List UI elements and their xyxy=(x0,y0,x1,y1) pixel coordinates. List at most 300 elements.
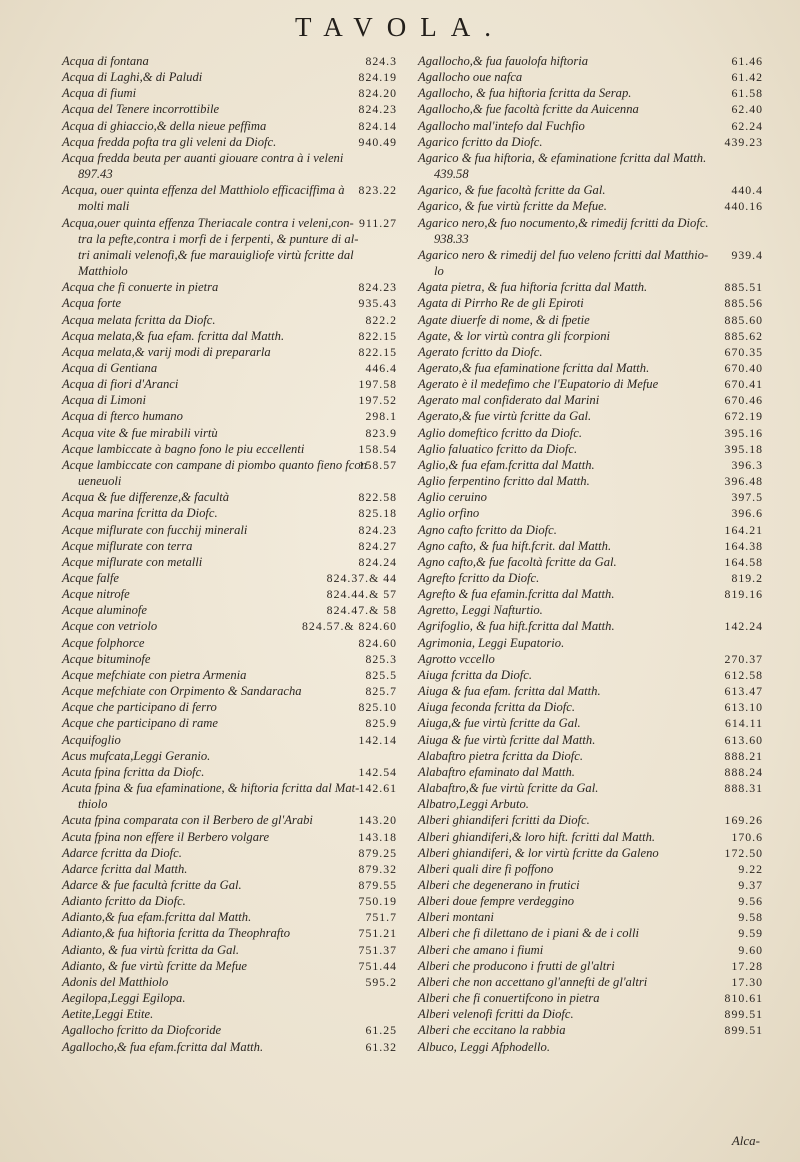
entry-text: Acque folphorce xyxy=(62,635,145,650)
entry-text: Alberi ghiandiferi fcritti da Diofc. xyxy=(418,813,590,828)
page-reference: 670.41 xyxy=(724,377,763,392)
entry-text: Alberi montani xyxy=(418,910,494,925)
index-entry xyxy=(62,376,397,392)
page-reference: 61.58 xyxy=(731,86,763,101)
index-entry xyxy=(62,990,397,1006)
index-entry xyxy=(62,812,397,828)
page-reference: 142.54 xyxy=(358,764,397,779)
index-entry xyxy=(418,101,763,117)
index-entry xyxy=(418,344,763,360)
entry-text: Acqua di fiumi xyxy=(62,86,137,101)
entry-text: Alabaftro efaminato dal Matth. xyxy=(418,764,575,779)
page-reference: 885.62 xyxy=(724,328,763,343)
entry-text: Agrefto fcritto da Diofc. xyxy=(418,571,540,585)
entry-text: Acque che participano di ferro xyxy=(62,700,217,715)
page-reference: 17.30 xyxy=(731,974,763,989)
page-reference: 825.3 xyxy=(365,651,397,666)
index-entry xyxy=(62,408,397,424)
entry-text: Acqua di Gentiana xyxy=(62,360,158,375)
entry-text-line: 897.43 xyxy=(78,167,113,182)
page-reference: 612.58 xyxy=(724,667,763,682)
index-entry xyxy=(418,683,763,699)
entry-text: Acqua di Limoni xyxy=(62,393,146,408)
index-entry xyxy=(62,441,397,457)
entry-text: Acqua vite & fue mirabili virtù xyxy=(62,425,218,440)
page-reference: 164.21 xyxy=(724,522,763,537)
entry-text: Adarce & fue facultà fcritte da Gal. xyxy=(62,877,242,892)
page-reference: 672.19 xyxy=(724,409,763,424)
index-entry xyxy=(418,376,763,392)
page-reference: 824.37.& 44 xyxy=(326,571,397,585)
page-reference: 823.9 xyxy=(365,425,397,440)
index-entry xyxy=(418,958,763,974)
page-reference: 395.18 xyxy=(724,441,763,456)
index-entry xyxy=(418,909,763,925)
page-reference: 885.60 xyxy=(724,312,763,327)
page-reference: 164.58 xyxy=(724,554,763,569)
entry-text: Acque che participano di rame xyxy=(62,716,218,731)
entry-text: Aglio orfino xyxy=(418,506,480,521)
entry-text: Acque lambiccate à bagno fono le piu eccellenti xyxy=(62,441,305,456)
entry-text: Acqua melata fcritta da Diofc. xyxy=(62,312,216,327)
entry-text: Acque mefchiate con pietra Armenia xyxy=(62,667,247,682)
entry-text: Acqua melata,& varij modi di prepararla xyxy=(62,344,271,359)
index-entry xyxy=(418,1022,763,1038)
index-entry xyxy=(418,85,763,101)
page-reference: 822.15 xyxy=(358,328,397,343)
page-reference: 613.60 xyxy=(724,732,763,747)
page-reference: 824.44.& 57 xyxy=(326,587,397,602)
index-entry xyxy=(62,215,397,280)
entry-text-line: tra la pefte,contra i morfi de i ferpenti, & punture di al- xyxy=(78,231,359,246)
index-entry xyxy=(62,505,397,521)
entry-text: Acqua di Laghi,& di Paludi xyxy=(62,70,203,85)
entry-text: Alberi che fi conuertifcono in pietra xyxy=(418,991,600,1006)
index-entry xyxy=(418,942,763,958)
page-reference: 824.47.& 58 xyxy=(326,603,397,618)
index-entry xyxy=(418,69,763,85)
entry-text: Alberi velenofi fcritti da Diofc. xyxy=(418,1007,574,1022)
index-entry xyxy=(418,586,763,602)
index-entry xyxy=(62,118,397,134)
entry-text: Aiuga,& fue virtù fcritte da Gal. xyxy=(418,716,581,731)
entry-text: Agate, & lor virtù contra gli fcorpioni xyxy=(418,328,611,343)
entry-text: Acque nitrofe xyxy=(62,587,130,602)
page-reference: 824.23 xyxy=(358,102,397,117)
page-reference: 824.23 xyxy=(358,280,397,295)
index-entry xyxy=(62,877,397,893)
entry-text: Acuta fpina non effere il Berbero volgare xyxy=(62,829,270,844)
index-entry xyxy=(418,974,763,990)
page-reference: 158.54 xyxy=(358,441,397,456)
entry-text: Alberi che eccitano la rabbia xyxy=(418,1023,566,1038)
index-entry xyxy=(418,732,763,748)
page-reference: 879.32 xyxy=(358,861,397,876)
index-entry xyxy=(62,279,397,295)
index-entry xyxy=(62,554,397,570)
entry-text: Alberi ghiandiferi,& loro hift. fcritti dal Matth. xyxy=(418,829,656,844)
entry-text-line: molti mali xyxy=(78,199,130,214)
index-entry xyxy=(418,715,763,731)
index-entry xyxy=(62,635,397,651)
page-reference: 824.57.& 824.60 xyxy=(302,619,397,634)
page-reference: 822.15 xyxy=(358,344,397,359)
index-entry xyxy=(418,392,763,408)
index-entry xyxy=(62,667,397,683)
page-reference: 825.18 xyxy=(358,506,397,521)
entry-text: Alberi ghiandiferi, & lor virtù fcritte da Galeno xyxy=(418,845,659,860)
page-reference: 61.32 xyxy=(365,1039,397,1054)
page-reference: 142.14 xyxy=(358,732,397,747)
entry-text: Acqua di fterco humano xyxy=(62,409,183,424)
index-entry xyxy=(418,780,763,796)
index-entry xyxy=(62,893,397,909)
entry-text: Agrifoglio, & fua hift.fcritta dal Matth. xyxy=(418,619,615,634)
entry-text: Aglio,& fua efam.fcritta dal Matth. xyxy=(418,457,595,472)
entry-text: Agrotto vccello xyxy=(418,651,495,666)
index-entry xyxy=(418,312,763,328)
entry-text: Adarce fcritta dal Matth. xyxy=(62,861,188,876)
index-entry xyxy=(62,974,397,990)
page-reference: 142.61 xyxy=(358,781,397,796)
page-reference: 940.49 xyxy=(358,134,397,149)
entry-text: Agallocho mal'intefo dal Fuchfio xyxy=(418,118,585,133)
page-reference: 888.21 xyxy=(724,748,763,763)
index-entry xyxy=(62,845,397,861)
entry-text: Acque miflurate con terra xyxy=(62,538,193,553)
index-entry xyxy=(62,651,397,667)
index-entry xyxy=(62,861,397,877)
index-entry xyxy=(62,489,397,505)
page-reference: 824.24 xyxy=(358,554,397,569)
page-reference: 170.6 xyxy=(731,829,763,844)
index-entry xyxy=(418,489,763,505)
index-entry xyxy=(62,909,397,925)
entry-text: Alberi che fi dilettano de i piani & de i colli xyxy=(418,926,640,941)
page-reference: 9.58 xyxy=(738,910,763,925)
index-entry xyxy=(418,198,763,214)
page-reference: 9.60 xyxy=(738,942,763,957)
index-entry xyxy=(62,829,397,845)
page-reference: 9.59 xyxy=(738,926,763,941)
entry-text-line: ueneuoli xyxy=(78,474,122,489)
page-reference: 888.24 xyxy=(724,764,763,779)
index-entry xyxy=(62,344,397,360)
entry-text: Adianto, & fue virtù fcritte da Mefue xyxy=(62,958,248,973)
entry-text-line: thiolo xyxy=(78,797,108,812)
index-entry xyxy=(418,328,763,344)
index-entry xyxy=(418,602,763,618)
page-reference: 825.7 xyxy=(365,684,397,699)
page-reference: 614.11 xyxy=(724,716,763,731)
entry-text: Agate diuerfe di nome, & di fpetie xyxy=(418,312,590,327)
entry-text-line: Matthiolo xyxy=(78,264,128,279)
page-reference: 143.20 xyxy=(358,813,397,828)
index-entry xyxy=(62,699,397,715)
index-entry xyxy=(62,69,397,85)
entry-text: Agallocho fcritto da Diofcoride xyxy=(62,1023,222,1038)
index-entry xyxy=(418,408,763,424)
entry-text: Agretto, Leggi Nafturtio. xyxy=(418,603,543,618)
index-entry xyxy=(418,764,763,780)
index-entry xyxy=(418,215,763,247)
entry-text: Alabaftro,& fue virtù fcritte da Gal. xyxy=(418,781,599,796)
page-reference: 899.51 xyxy=(724,1023,763,1038)
index-entry xyxy=(418,182,763,198)
entry-text: Agallocho, & fua hiftoria fcritta da Serap. xyxy=(418,86,632,101)
index-entry xyxy=(418,505,763,521)
entry-text: Alabaftro pietra fcritta da Diofc. xyxy=(418,748,583,763)
entry-text: Adianto,& fua efam.fcritta dal Matth. xyxy=(62,910,252,925)
page-reference: 825.9 xyxy=(365,716,397,731)
page-reference: 825.5 xyxy=(365,667,397,682)
index-entry xyxy=(62,942,397,958)
page-reference: 397.5 xyxy=(731,490,763,505)
page-reference: 172.50 xyxy=(724,845,763,860)
entry-text: Aglio faluatico fcritto da Diofc. xyxy=(418,441,578,456)
entry-text: Alberi doue fempre verdeggino xyxy=(418,894,575,909)
entry-text: Agallocho,& fua fauolofa hiftoria xyxy=(418,54,589,68)
entry-text: Alberi quali dire fi poffono xyxy=(418,861,554,876)
index-entry xyxy=(62,328,397,344)
index-entry xyxy=(418,861,763,877)
index-entry xyxy=(62,958,397,974)
page-reference: 9.56 xyxy=(738,894,763,909)
index-entry xyxy=(62,85,397,101)
page-reference: 613.10 xyxy=(724,700,763,715)
entry-text: Acqua melata,& fua efam. fcritta dal Matth. xyxy=(62,328,285,343)
index-entry xyxy=(418,134,763,150)
index-entry xyxy=(418,473,763,489)
entry-text: Agerato,& fua efaminatione fcritta dal Matth. xyxy=(418,360,650,375)
page-reference: 395.16 xyxy=(724,425,763,440)
page-reference: 939.4 xyxy=(731,247,763,262)
index-entry xyxy=(62,150,397,182)
entry-text: Agata pietra, & fua hiftoria fcritta dal Matth. xyxy=(418,280,648,295)
entry-text: Agarico fcritto da Diofc. xyxy=(418,134,543,149)
page-reference: 824.23 xyxy=(358,522,397,537)
index-entry xyxy=(62,925,397,941)
entry-text: Aglio ceruino xyxy=(418,490,487,505)
index-entry xyxy=(418,150,763,182)
page-reference: 819.16 xyxy=(724,587,763,602)
page-reference: 911.27 xyxy=(358,215,397,230)
entry-text: Agarico, & fue facoltà fcritte da Gal. xyxy=(418,183,606,198)
entry-text: Acqua di fiori d'Aranci xyxy=(62,377,179,392)
page-reference: 885.51 xyxy=(724,280,763,295)
page-reference: 595.2 xyxy=(365,974,397,989)
entry-text: Acque miflurate con metalli xyxy=(62,554,203,569)
index-entry xyxy=(418,618,763,634)
entry-text: Acqua forte xyxy=(62,296,122,311)
page-reference: 142.24 xyxy=(724,619,763,634)
page-reference: 440.16 xyxy=(724,199,763,214)
index-entry xyxy=(418,247,763,279)
index-entry xyxy=(418,441,763,457)
index-entry xyxy=(62,715,397,731)
entry-text: Agerato fcritto da Diofc. xyxy=(418,344,543,359)
page-reference: 61.25 xyxy=(365,1023,397,1038)
entry-text: Agerato,& fue virtù fcritte da Gal. xyxy=(418,409,592,424)
entry-text: Agerato è il medefimo che l'Eupatorio di Mefue xyxy=(418,377,659,392)
page-reference: 824.19 xyxy=(358,70,397,85)
index-entry xyxy=(418,667,763,683)
page-reference: 879.25 xyxy=(358,845,397,860)
entry-text: Aglio ferpentino fcritto dal Matth. xyxy=(418,474,590,489)
page-reference: 822.58 xyxy=(358,490,397,505)
entry-text: Acqua fredda pofta tra gli veleni da Diofc. xyxy=(62,134,277,149)
entry-text: Adarce fcritta da Diofc. xyxy=(62,845,182,860)
entry-text: Acque falfe xyxy=(62,571,119,585)
entry-text: Acqua marina fcritta da Diofc. xyxy=(62,506,218,521)
entry-text: Agallocho oue nafca xyxy=(418,70,523,85)
index-entry xyxy=(418,925,763,941)
index-entry xyxy=(62,780,397,812)
page-reference: 819.2 xyxy=(731,571,763,585)
index-entry xyxy=(418,295,763,311)
index-entry xyxy=(62,748,397,764)
page-reference: 197.52 xyxy=(358,393,397,408)
entry-text: Alberi che degenerano in frutici xyxy=(418,877,580,892)
page-reference: 824.14 xyxy=(358,118,397,133)
page-reference: 751.44 xyxy=(358,958,397,973)
entry-text: Aglio domeftico fcritto da Diofc. xyxy=(418,425,583,440)
index-entry xyxy=(62,538,397,554)
index-entry xyxy=(62,522,397,538)
page-reference: 899.51 xyxy=(724,1007,763,1022)
page-reference: 9.22 xyxy=(738,861,763,876)
index-entry xyxy=(418,635,763,651)
page-reference: 750.19 xyxy=(358,894,397,909)
page-reference: 439.23 xyxy=(724,134,763,149)
entry-text: Acqua di fontana xyxy=(62,54,149,68)
entry-text: Alberi che producono i frutti de gl'altri xyxy=(418,958,615,973)
entry-text: Acquifoglio xyxy=(62,732,121,747)
entry-text: Agno cafto, & fua hift.fcrit. dal Matth. xyxy=(418,538,612,553)
entry-text: Agallocho,& fua efam.fcritta dal Matth. xyxy=(62,1039,264,1054)
page-reference: 670.46 xyxy=(724,393,763,408)
index-entry xyxy=(62,1022,397,1038)
page-reference: 825.10 xyxy=(358,700,397,715)
entry-text: Albuco, Leggi Afphodello. xyxy=(418,1039,550,1054)
entry-text: Aiuga & fue virtù fcritte dal Matth. xyxy=(418,732,596,747)
entry-text: Aetite,Leggi Etite. xyxy=(62,1007,154,1022)
index-entry xyxy=(418,748,763,764)
index-entry xyxy=(418,53,763,69)
entry-text: Alberi che non accettano gl'annefti de gl'altri xyxy=(418,974,648,989)
page-reference: 885.56 xyxy=(724,296,763,311)
entry-text: Adonis del Matthiolo xyxy=(62,974,169,989)
entry-text: Acus mufcata,Leggi Geranio. xyxy=(62,748,211,763)
page-reference: 396.6 xyxy=(731,506,763,521)
index-entry xyxy=(62,182,397,214)
page-reference: 396.48 xyxy=(724,474,763,489)
entry-text-line: Agarico nero,& fuo nocumento,& rimedij fcritti da Diofc. xyxy=(418,215,709,230)
entry-text: Aiuga & fua efam. fcritta dal Matth. xyxy=(418,684,601,699)
index-entry xyxy=(62,732,397,748)
page-reference: 879.55 xyxy=(358,877,397,892)
entry-text: Agallocho,& fue facoltà fcritte da Auicenna xyxy=(418,102,639,117)
page-reference: 822.2 xyxy=(365,312,397,327)
entry-text: Acque aluminofe xyxy=(62,603,147,618)
page-title: TAVOLA. xyxy=(294,12,506,42)
entry-text: Acuta fpina comparata con il Berbero de gl'Arabi xyxy=(62,813,313,828)
index-entry xyxy=(62,1006,397,1022)
index-entry xyxy=(418,522,763,538)
entry-text: Agerato mal confiderato dal Marini xyxy=(418,393,600,408)
page-reference: 935.43 xyxy=(358,296,397,311)
page-reference: 751.21 xyxy=(358,926,397,941)
index-entry xyxy=(62,295,397,311)
index-entry xyxy=(418,554,763,570)
page-reference: 61.42 xyxy=(731,70,763,85)
entry-text: Acuta fpina fcritta da Diofc. xyxy=(62,764,205,779)
index-entry xyxy=(62,764,397,780)
index-entry xyxy=(418,1006,763,1022)
entry-text: Adianto,& fua hiftoria fcritta da Theophrafto xyxy=(62,926,291,941)
index-entry xyxy=(62,586,397,602)
entry-text: Agrefto & fua efamin.fcritta dal Matth. xyxy=(418,587,615,602)
page-reference: 396.3 xyxy=(731,457,763,472)
index-entry xyxy=(418,1039,763,1055)
index-entry xyxy=(62,1039,397,1055)
index-column-left xyxy=(62,53,397,1055)
entry-text-line: Agarico nero & rimedij del fuo veleno fcritti dal Matthio- xyxy=(418,247,709,262)
page-reference: 270.37 xyxy=(724,651,763,666)
page-reference: 824.60 xyxy=(358,635,397,650)
index-entry xyxy=(418,893,763,909)
entry-text: Agarico, & fue virtù fcritte da Mefue. xyxy=(418,199,607,214)
entry-text-line: Acqua,ouer quinta effenza Theriacale contra i veleni,con- xyxy=(62,215,354,230)
page-reference: 164.38 xyxy=(724,538,763,553)
index-entry xyxy=(62,618,397,634)
entry-text: Acque mefchiate con Orpimento & Sandaracha xyxy=(62,684,302,699)
index-entry xyxy=(418,651,763,667)
page-reference: 298.1 xyxy=(365,409,397,424)
entry-text: Acqua & fue differenze,& facultà xyxy=(62,490,230,505)
entry-text: Acqua di ghiaccio,& della nieue peffima xyxy=(62,118,267,133)
page-reference: 17.28 xyxy=(731,958,763,973)
page-reference: 824.27 xyxy=(358,538,397,553)
page-reference: 824.20 xyxy=(358,86,397,101)
entry-text: Adianto fcritto da Diofc. xyxy=(62,894,186,909)
index-entry xyxy=(62,312,397,328)
entry-text: Agata di Pirrho Re de gli Epiroti xyxy=(418,296,584,311)
entry-text: Aiuga fcritta da Diofc. xyxy=(418,667,533,682)
page-reference: 446.4 xyxy=(365,360,397,375)
page-reference: 62.24 xyxy=(731,118,763,133)
entry-text: Agno cafto fcritto da Diofc. xyxy=(418,522,557,537)
entry-text: Agno cafto,& fue facoltà fcritte da Gal. xyxy=(418,554,617,569)
index-entry xyxy=(62,570,397,586)
entry-text: Acqua del Tenere incorrottibile xyxy=(62,102,220,117)
entry-text-line: Acuta fpina & fua efaminatione, & hiftoria fcritta dal Mat- xyxy=(62,781,360,796)
page-reference: 670.40 xyxy=(724,360,763,375)
entry-text: Acqua che fi conuerte in pietra xyxy=(62,280,219,295)
entry-text: Alberi che amano i fiumi xyxy=(418,942,544,957)
index-entry xyxy=(418,360,763,376)
index-entry xyxy=(62,53,397,69)
entry-text: Agrimonia, Leggi Eupatorio. xyxy=(418,635,565,650)
index-entry xyxy=(418,538,763,554)
entry-text: Acque bituminofe xyxy=(62,651,151,666)
index-entry xyxy=(418,990,763,1006)
entry-text-line: Agarico & fua hiftoria, & efaminatione fcritta dal Matth. xyxy=(418,150,707,165)
page-reference: 197.58 xyxy=(358,377,397,392)
entry-text-line: tri animali velenofi,& fue marauigliofe virtù fcritte dal xyxy=(78,247,354,262)
entry-text-line: 938.33 xyxy=(434,231,469,246)
index-entry xyxy=(418,457,763,473)
